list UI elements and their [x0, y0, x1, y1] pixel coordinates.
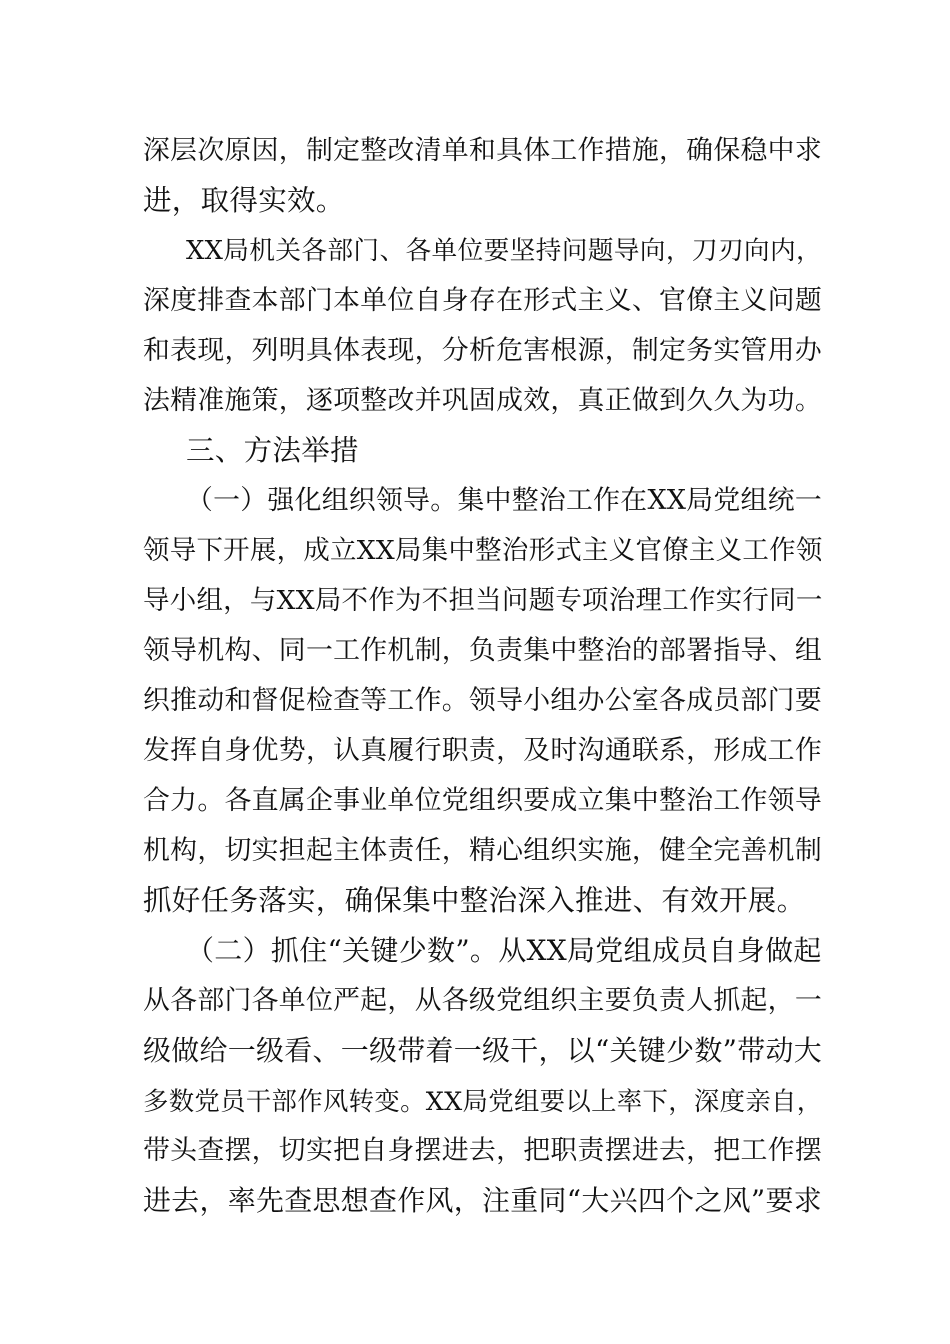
text-line: 深度排查本部门本单位自身存在形式主义、官僚主义问题 [143, 285, 822, 316]
text-line: 和表现，列明具体表现，分析危害根源，制定务实管用办 [143, 335, 822, 366]
section-heading: 三、方法举措 [186, 434, 359, 467]
text-line: 进去，率先查思想查作风，注重同“大兴四个之风”要求 [143, 1184, 823, 1217]
text-line: 导小组，与XX局不作为不担当问题专项治理工作实行同一 [143, 585, 823, 616]
text-line: 深层次原因，制定整改清单和具体工作措施，确保稳中求 [143, 135, 822, 166]
text-line: XX局机关各部门、各单位要坚持问题导向，刀刃向内， [186, 236, 823, 266]
text-line: 多数党员干部作风转变。XX局党组要以上率下，深度亲自， [143, 1086, 823, 1116]
text-line: 领导机构、同一工作机制，负责集中整治的部署指导、组 [143, 635, 822, 666]
text-line: 进，取得实效。 [143, 184, 345, 217]
text-line: 发挥自身优势，认真履行职责，及时沟通联系，形成工作 [143, 735, 822, 766]
text-line: （一）强化组织领导。集中整治工作在XX局党组统一 [186, 485, 822, 516]
text-line: （二）抓住“关键少数”。从XX局党组成员自身做起 [186, 934, 822, 967]
text-line: 抓好任务落实，确保集中整治深入推进、有效开展。 [143, 884, 806, 917]
text-line: 领导下开展，成立XX局集中整治形式主义官僚主义工作领 [143, 535, 823, 566]
text-line: 合力。各直属企事业单位党组织要成立集中整治工作领导 [143, 785, 822, 816]
text-line: 机构，切实担起主体责任，精心组织实施，健全完善机制 [143, 835, 822, 866]
text-line: 级做给一级看、一级带着一级干，以“关键少数”带动大 [143, 1034, 823, 1067]
text-line: 法精准施策，逐项整改并巩固成效，真正做到久久为功。 [143, 385, 822, 416]
text-line: 从各部门各单位严起，从各级党组织主要负责人抓起，一 [143, 985, 822, 1016]
text-line: 带头查摆，切实把自身摆进去，把职责摆进去，把工作摆 [143, 1135, 822, 1166]
text-line: 织推动和督促检查等工作。领导小组办公室各成员部门要 [143, 685, 822, 716]
